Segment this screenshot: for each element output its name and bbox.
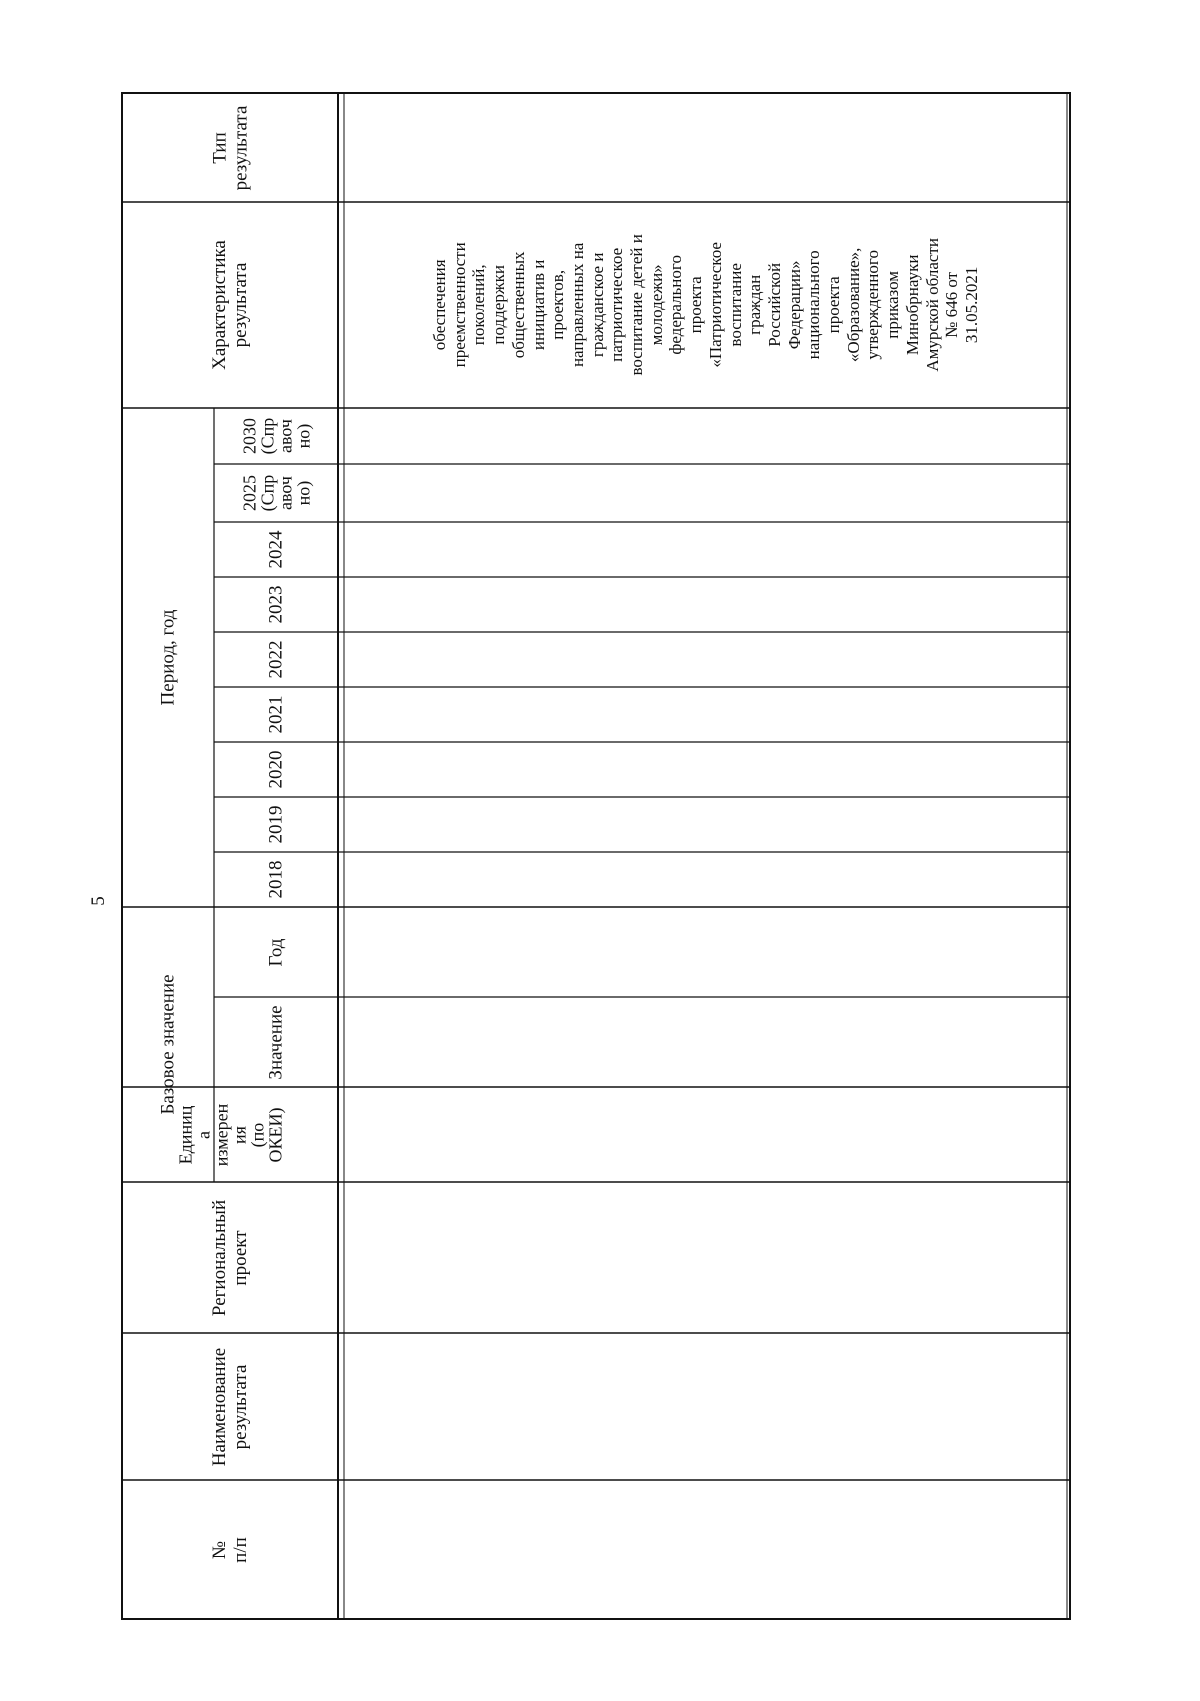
header-base-value: Значение: [265, 1004, 287, 1080]
header-year-2025: 2025 (Спр авоч но): [238, 474, 313, 512]
header-year-2022: 2022: [265, 640, 287, 679]
header-year-2024: 2024: [265, 530, 287, 569]
header-year-2019: 2019: [265, 805, 287, 844]
header-year-2018: 2018: [265, 860, 287, 899]
header-year-2020: 2020: [265, 750, 287, 789]
header-num: № п/п: [209, 1536, 251, 1563]
header-type: Тип результата: [209, 105, 251, 190]
header-name: Наименование результата: [209, 1347, 251, 1466]
header-project: Региональный проект: [208, 1199, 251, 1316]
characteristic-text: обеспечения преемственности поколений, поддержки общественных инициатив и проектов, направленных на гражданское и патриотическое воспитание детей и молодежи» федерального проекта «Патриотическое воспитание граждан Российской Федерации» национального проекта «Образование», утвержденного приказом Минобрнауки Амурской области № 646 от 31.05.2021: [429, 234, 981, 376]
row-characteristic: [344, 202, 1067, 408]
header-unit: Единиц а измерен ия (по ОКЕИ): [175, 1103, 285, 1166]
page-number: 5: [88, 896, 109, 906]
header-base-year: Год: [265, 938, 287, 966]
header-characteristic: Характеристика результата: [208, 240, 251, 370]
results-table: [121, 92, 1071, 1620]
header-year-2030: 2030 (Спр авоч но): [238, 417, 313, 455]
header-base-group: Базовое значение: [157, 974, 179, 1115]
header-year-2021: 2021: [265, 695, 287, 734]
header-year-2023: 2023: [265, 585, 287, 624]
header-period-group: Период, год: [157, 609, 179, 706]
